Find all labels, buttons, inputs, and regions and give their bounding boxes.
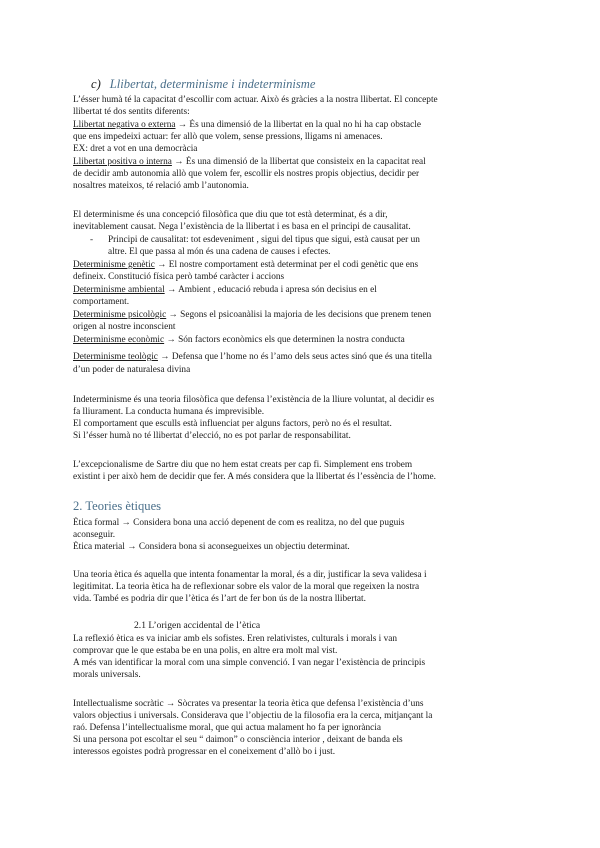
paragraph-line: vida. També es podria dir que l’ètica és l’art de fer bon ús de la nostra llibertat. (73, 594, 366, 604)
term-determinism-psychological: Determinisme psicològic (73, 310, 167, 320)
paragraph-line: valors objectius i universals. Considerava que l’objectiu de la filosofia era la cerca, mitjançant la (73, 711, 433, 721)
paragraph-line: interessos egoistes podrà progressar en el coneixement d’allò bo i just. (73, 747, 336, 757)
definition-text: → És una dimensió de la llibertat en la qual no hi ha cap obstacle (175, 120, 422, 130)
paragraph-line: comprovar que le que estaba be en una polis, en altre era molt mal vist. (73, 646, 338, 656)
bullet-dash: - (90, 235, 94, 245)
paragraph-line: existint i per això hem de decidir que fer. A més considera que la llibertat és l’essència de l’home. (73, 472, 436, 482)
term-determinism-environmental: Determinisme ambiental (73, 285, 165, 295)
paragraph-line: que ens impedeixi actuar: fer allò que volem, sense pressions, lligams ni amenaces. (73, 132, 383, 142)
definition-text: → Defensa que l’home no és l’amo dels seus actes sinó que és una titella (157, 352, 432, 362)
paragraph-line: fa lliurament. La conducta humana és imprevisible. (73, 407, 265, 417)
paragraph-line: origen al nostre inconscient (73, 322, 176, 332)
term-negative-freedom: Llibertat negativa o externa (73, 120, 176, 130)
paragraph-line: La reflexió ètica es va iniciar amb els sofistes. Eren relativistes, culturals i morals i van (73, 634, 397, 644)
paragraph-line: inevitablement causat. Nega l’existència de la llibertat i es basa en el principi de causalitat. (73, 222, 411, 232)
section-heading-c (91, 78, 315, 90)
definition-text: → Ambient , educació rebuda i apresa són decisius en el (164, 285, 377, 295)
paragraph-line: Si una persona pot escoltar el seu “ daimon” o consciència interior , deixant de banda els (73, 735, 403, 745)
paragraph-line: defineix. Constitució física però també caràcter i accions (73, 272, 285, 282)
paragraph-line: comportament. (73, 297, 130, 307)
definition-text: → Segons el psicoanàlisi la majoria de les decisions que prenem tenen (166, 310, 432, 320)
paragraph-line: El determinisme és una concepció filosòfica que diu que tot està determinat, és a dir, (73, 210, 388, 220)
paragraph-line: L’ésser humà té la capacitat d’escollir com actuar. Això és gràcies a la nostra llibertat. El concepte (73, 95, 438, 105)
section-heading-2: 2. Teories ètiques (73, 499, 162, 513)
paragraph-line: legitimitat. La teoria ètica ha de reflexionar sobre els valor de la moral que regeixen la nostra (73, 582, 420, 592)
bullet-line: Principi de causalitat: tot esdeveniment , sigui del tipus que sigui, està causat per un (108, 235, 420, 245)
paragraph-line: L’excepcionalisme de Sartre diu que no hem estat creats per cap fi. Simplement ens trobem (73, 460, 413, 470)
example-line: EX: dret a vot en una democràcia (73, 144, 198, 154)
paragraph-line: raó. Defensa l’intellectualisme moral, que qui actua malament ho fa per ignorància (73, 723, 381, 733)
paragraph-line: El comportament que esculls està influenciat per alguns factors, però no és el resultat. (73, 419, 392, 429)
paragraph-line: Ètica material → Considera bona si aconsegueixes un objectiu determinat. (73, 542, 350, 552)
paragraph-line: Si l’ésser humà no té llibertat d’elecció, no es pot parlar de responsabilitat. (73, 431, 351, 441)
paragraph-line: aconseguir. (73, 530, 116, 540)
definition-text: → És una dimensió de la llibertat que consisteix en la capacitat real (171, 157, 426, 167)
term-positive-freedom: Llibertat positiva o interna (73, 157, 172, 167)
definition-text: → Són factors econòmics els que determinen la nostra conducta (164, 335, 405, 345)
paragraph-line: Intellectualisme socràtic → Sòcrates va presentar la teoria ètica que defensa l’existència d’uns (73, 699, 424, 709)
paragraph-line: A més van identificar la moral com una simple convenció. I van negar l’existència de principis (73, 658, 426, 668)
determinism-type-line (73, 334, 535, 346)
determinism-type-line (73, 259, 535, 271)
paragraph-line: de decidir amb autonomia allò que volem fer, escollir els nostres propis objectius, decidir per (73, 169, 420, 179)
negative-freedom-line (73, 119, 535, 131)
paragraph-line: llibertat té dos sentits diferents: (73, 107, 190, 117)
bullet-line: altre. El que passa al món és una cadena de causes i efectes. (108, 247, 331, 257)
term-determinism-genetic: Determinisme genètic (73, 260, 155, 270)
section-number: c) (91, 77, 101, 91)
paragraph-line: morals universals. (73, 670, 141, 680)
subsection-heading-2-1: 2.1 L’origen accidental de l’ètica (134, 620, 261, 631)
paragraph-line: Indeterminisme és una teoria filosòfica que defensa l’existència de la lliure voluntat, al decidir es (73, 395, 435, 405)
term-determinism-theological: Determinisme teològic (73, 352, 158, 362)
paragraph-line: d’un poder de naturalesa divina (73, 365, 191, 375)
positive-freedom-line (73, 156, 535, 168)
term-determinism-economic: Determinisme econòmic (73, 335, 165, 345)
paragraph-line: Ètica formal → Considera bona una acció depenent de com es realitza, no del que puguis (73, 518, 405, 528)
definition-text: → El nostre comportament està determinat per el codi genètic que ens (154, 260, 419, 270)
determinism-type-line (73, 351, 535, 363)
section-title: Llibertat, determinisme i indeterminisme (109, 77, 316, 91)
paragraph-line: Una teoria ètica és aquella que intenta fonamentar la moral, és a dir, justificar la seva validesa i (73, 570, 427, 580)
determinism-type-line (73, 309, 535, 321)
paragraph-line: nosaltres mateixos, té relació amb l’autonomia. (73, 181, 249, 191)
determinism-type-line (73, 284, 535, 296)
